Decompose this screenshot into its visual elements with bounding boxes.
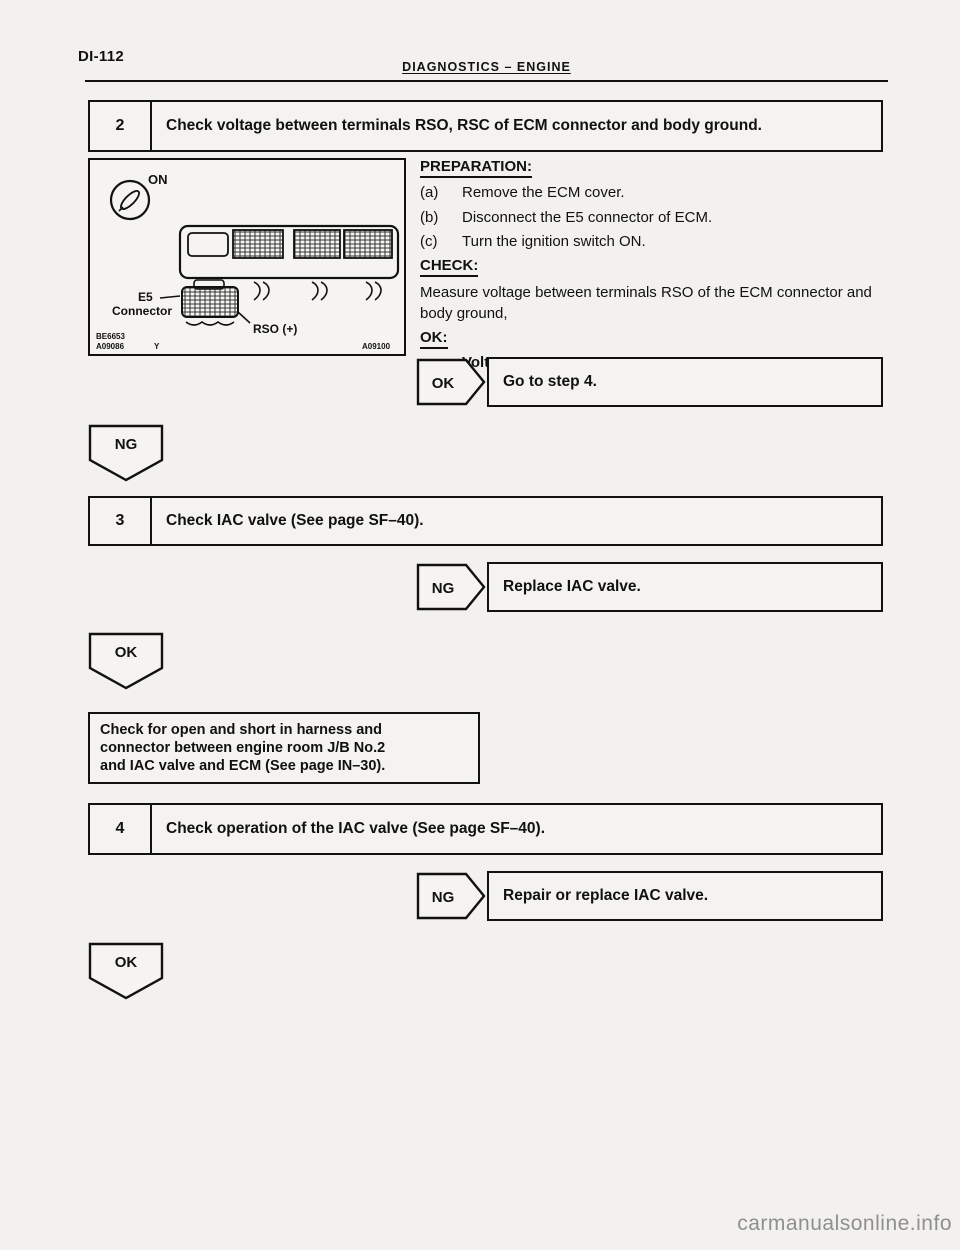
item-c-label: (c) — [420, 233, 438, 250]
ng-connector-2 — [416, 563, 486, 611]
page-header — [85, 58, 888, 82]
step-3-box — [88, 496, 883, 546]
step-3-number: 3 — [90, 498, 152, 544]
figure-code-2: A09086 — [96, 342, 125, 351]
item-b-text: Disconnect the E5 connector of ECM. — [462, 208, 713, 226]
result-box-repair-iac — [487, 871, 883, 921]
ng-tag-label-3: NG — [431, 889, 455, 906]
ok-tag-label-1: OK — [431, 375, 455, 392]
result-box-replace-iac — [487, 562, 883, 612]
step-3-title: Check IAC valve (See page SF–40). — [166, 512, 424, 529]
rso-label: RSO (+) — [253, 322, 298, 336]
preparation-item-c — [420, 232, 886, 252]
preparation-section — [420, 158, 886, 371]
ng-connector-3 — [416, 872, 486, 920]
e5-connector-label: Connector — [112, 304, 172, 318]
harness-check-box — [88, 712, 480, 784]
step-4-box — [88, 803, 883, 855]
preparation-item-b — [420, 208, 886, 228]
page-code: DI-112 — [78, 48, 124, 65]
ok-tag-label-2: OK — [114, 644, 138, 661]
ignition-key-icon — [111, 181, 149, 219]
harness-line-2: connector between engine room J/B No.2 — [100, 740, 386, 757]
item-a-label: (a) — [420, 184, 439, 201]
figure-code-4: A09100 — [362, 342, 391, 351]
ignition-on-label: ON — [148, 172, 168, 187]
result-box-go-to-step-4 — [487, 357, 883, 407]
ok-connector-down-2 — [88, 942, 164, 1000]
harness-line-3: and IAC valve and ECM (See page IN–30). — [100, 758, 386, 775]
step-2-number: 2 — [90, 102, 152, 150]
figure-box — [88, 158, 406, 356]
check-text: Measure voltage between terminals RSO of the ECM connector and body ground, — [420, 283, 872, 323]
step-2-title: Check voltage between terminals RSO, RSC of ECM connector and body ground. — [166, 117, 762, 134]
ng-tag-label-2: NG — [431, 580, 455, 597]
ok-tag-label-3: OK — [114, 954, 138, 971]
step-4-title: Check operation of the IAC valve (See page SF–40). — [166, 820, 546, 837]
ok-heading: OK: — [420, 329, 448, 349]
check-heading: CHECK: — [420, 257, 478, 277]
watermark: carmanualsonline.info — [737, 1212, 952, 1235]
page-header-title: DIAGNOSTICS – ENGINE — [402, 60, 571, 74]
preparation-item-a — [420, 183, 886, 203]
result-text-3: Repair or replace IAC valve. — [503, 887, 709, 904]
item-a-text: Remove the ECM cover. — [462, 184, 625, 201]
ng-tag-label-1: NG — [114, 436, 138, 453]
ok-connector-down-1 — [88, 632, 164, 690]
ng-connector-down-1 — [88, 424, 164, 482]
result-text-2: Replace IAC valve. — [503, 578, 641, 595]
step-4-number: 4 — [90, 805, 152, 853]
harness-line-1: Check for open and short in harness and — [100, 722, 382, 738]
item-b-label: (b) — [420, 208, 439, 226]
e5-connector-icon — [160, 280, 250, 325]
preparation-heading: PREPARATION: — [420, 158, 532, 178]
ecm-figure-drawing — [90, 160, 404, 354]
step-2-box — [88, 100, 883, 152]
ok-connector-1 — [416, 358, 486, 406]
figure-code-3: Y — [154, 342, 160, 351]
result-text-1: Go to step 4. — [503, 373, 597, 390]
figure-code-1: BE6653 — [96, 332, 125, 341]
e5-label: E5 — [138, 290, 153, 304]
item-c-text: Turn the ignition switch ON. — [462, 233, 646, 250]
